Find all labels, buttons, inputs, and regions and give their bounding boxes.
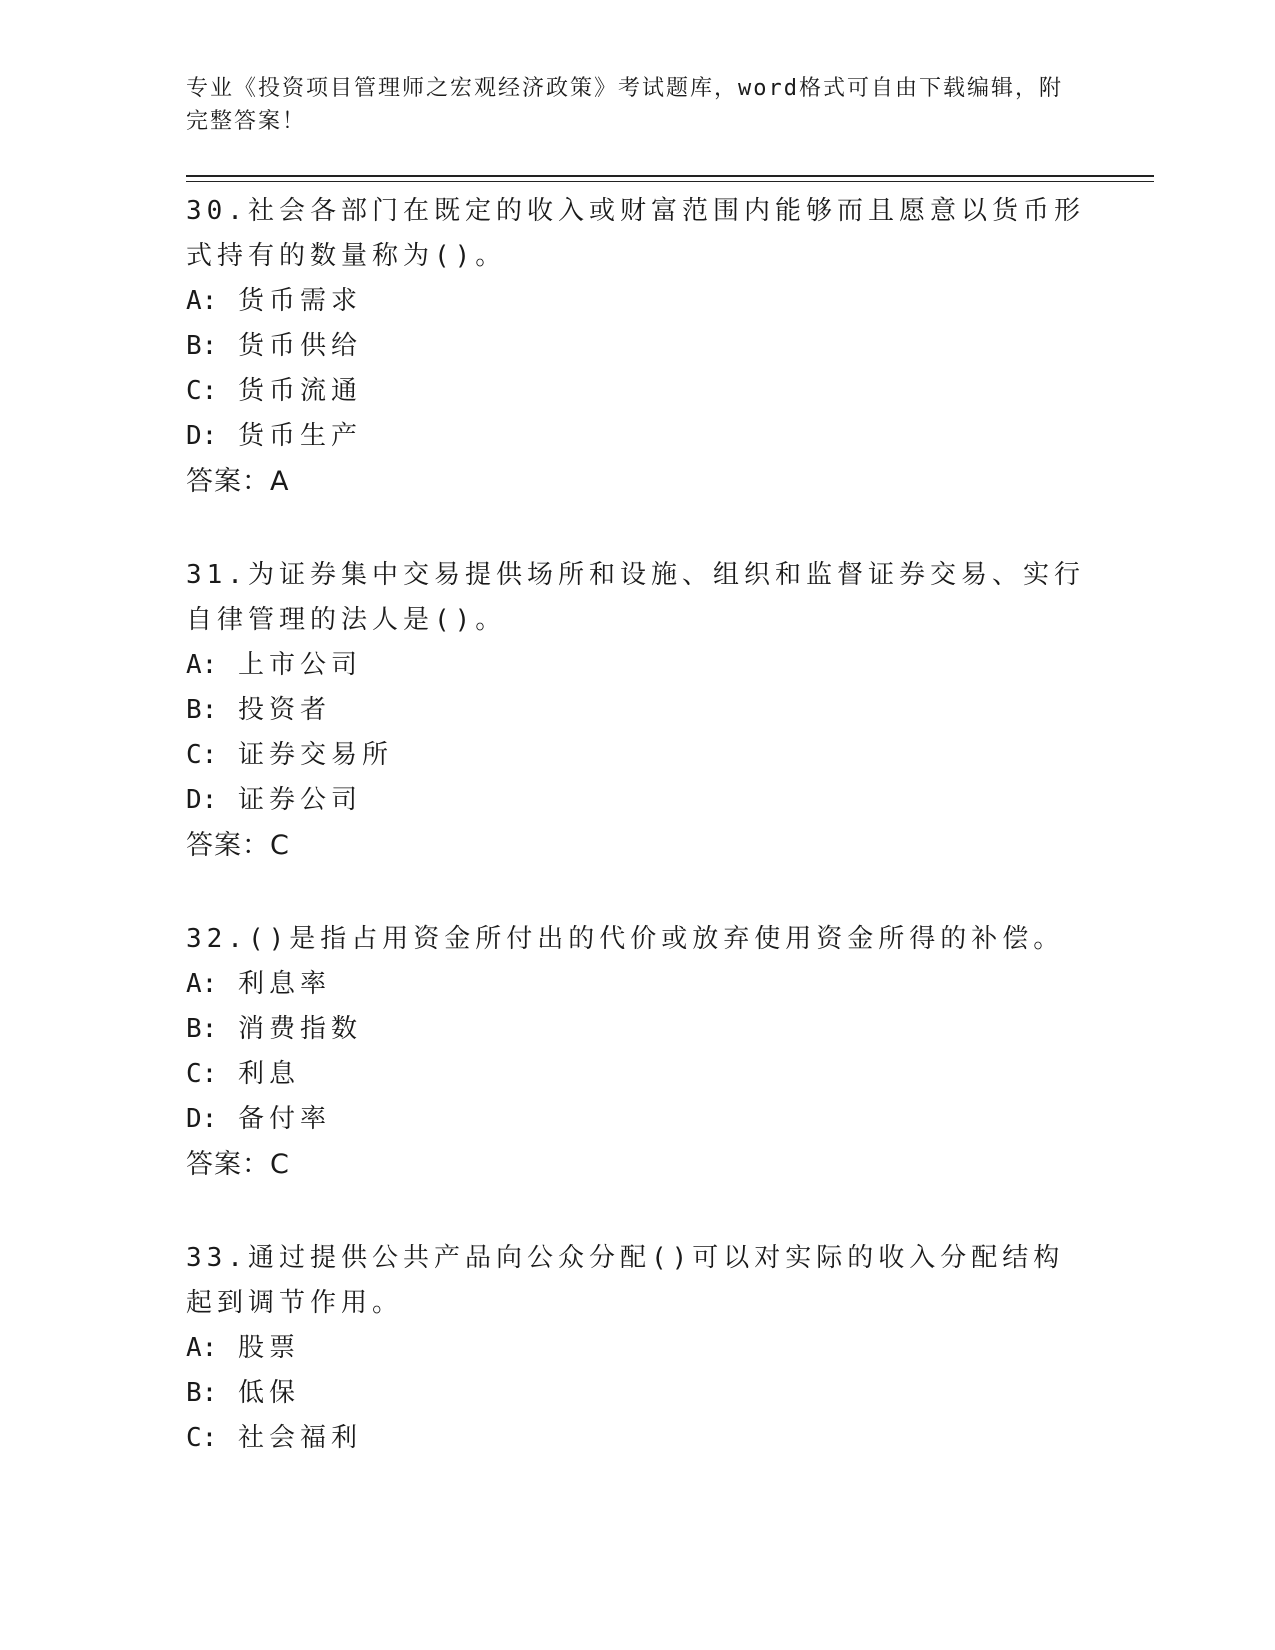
option-key: A: [186,650,218,680]
option-text: 社会福利 [237,1423,362,1453]
option-d [186,1097,1086,1142]
option-c [186,733,1086,778]
option-key: C: [186,376,218,406]
option-text: 低保 [237,1378,300,1408]
option-text: 利息率 [237,969,331,999]
option-key: B: [186,1378,218,1408]
option-d [186,778,1086,823]
header-divider-top [186,175,1154,177]
option-key: B: [186,331,218,361]
option-key: A: [186,1333,218,1363]
question-30 [186,186,1086,504]
option-text: 货币需求 [237,286,362,316]
answer-line: 答案：C [186,1149,290,1180]
option-b [186,688,1086,733]
option-key: A: [186,969,218,999]
option-text: 上市公司 [237,650,362,680]
option-text: 投资者 [237,695,331,725]
option-b [186,1007,1086,1052]
option-text: 货币流通 [237,376,362,406]
option-key: C: [186,740,218,770]
option-text: 证券公司 [237,785,362,815]
document-header: 专业《投资项目管理师之宏观经济政策》考试题库，word格式可自由下载编辑，附完整答案！ [186,76,1063,134]
question-31 [186,550,1086,868]
option-b [186,1371,1086,1416]
option-a [186,1326,1086,1371]
question-33 [186,1233,1086,1461]
question-stem: 32.()是指占用资金所付出的代价或放弃使用资金所得的补偿。 [186,924,1065,954]
option-key: D: [186,785,218,815]
option-c [186,1052,1086,1097]
question-list [186,186,1086,1507]
option-text: 利息 [237,1059,300,1089]
question-stem: 33.通过提供公共产品向公众分配()可以对实际的收入分配结构起到调节作用。 [186,1243,1065,1318]
question-stem: 30.社会各部门在既定的收入或财富范围内能够而且愿意以货币形式持有的数量称为()。 [186,196,1085,271]
option-text: 货币生产 [237,421,362,451]
option-key: C: [186,1423,218,1453]
option-key: B: [186,1014,218,1044]
option-key: D: [186,1104,218,1134]
option-a [186,643,1086,688]
option-a [186,962,1086,1007]
option-text: 股票 [237,1333,300,1363]
option-a [186,279,1086,324]
option-key: D: [186,421,218,451]
option-key: C: [186,1059,218,1089]
option-b [186,324,1086,369]
option-key: A: [186,286,218,316]
answer-line: 答案：A [186,466,290,497]
option-text: 证券交易所 [237,740,393,770]
question-stem: 31.为证券集中交易提供场所和设施、组织和监督证券交易、实行自律管理的法人是()。 [186,560,1085,635]
header-divider-bottom [186,181,1154,182]
option-c [186,369,1086,414]
option-d [186,414,1086,459]
option-text: 货币供给 [237,331,362,361]
option-key: B: [186,695,218,725]
option-text: 备付率 [237,1104,331,1134]
question-32 [186,914,1086,1187]
option-c [186,1416,1086,1461]
answer-line: 答案：C [186,830,290,861]
option-text: 消费指数 [237,1014,362,1044]
